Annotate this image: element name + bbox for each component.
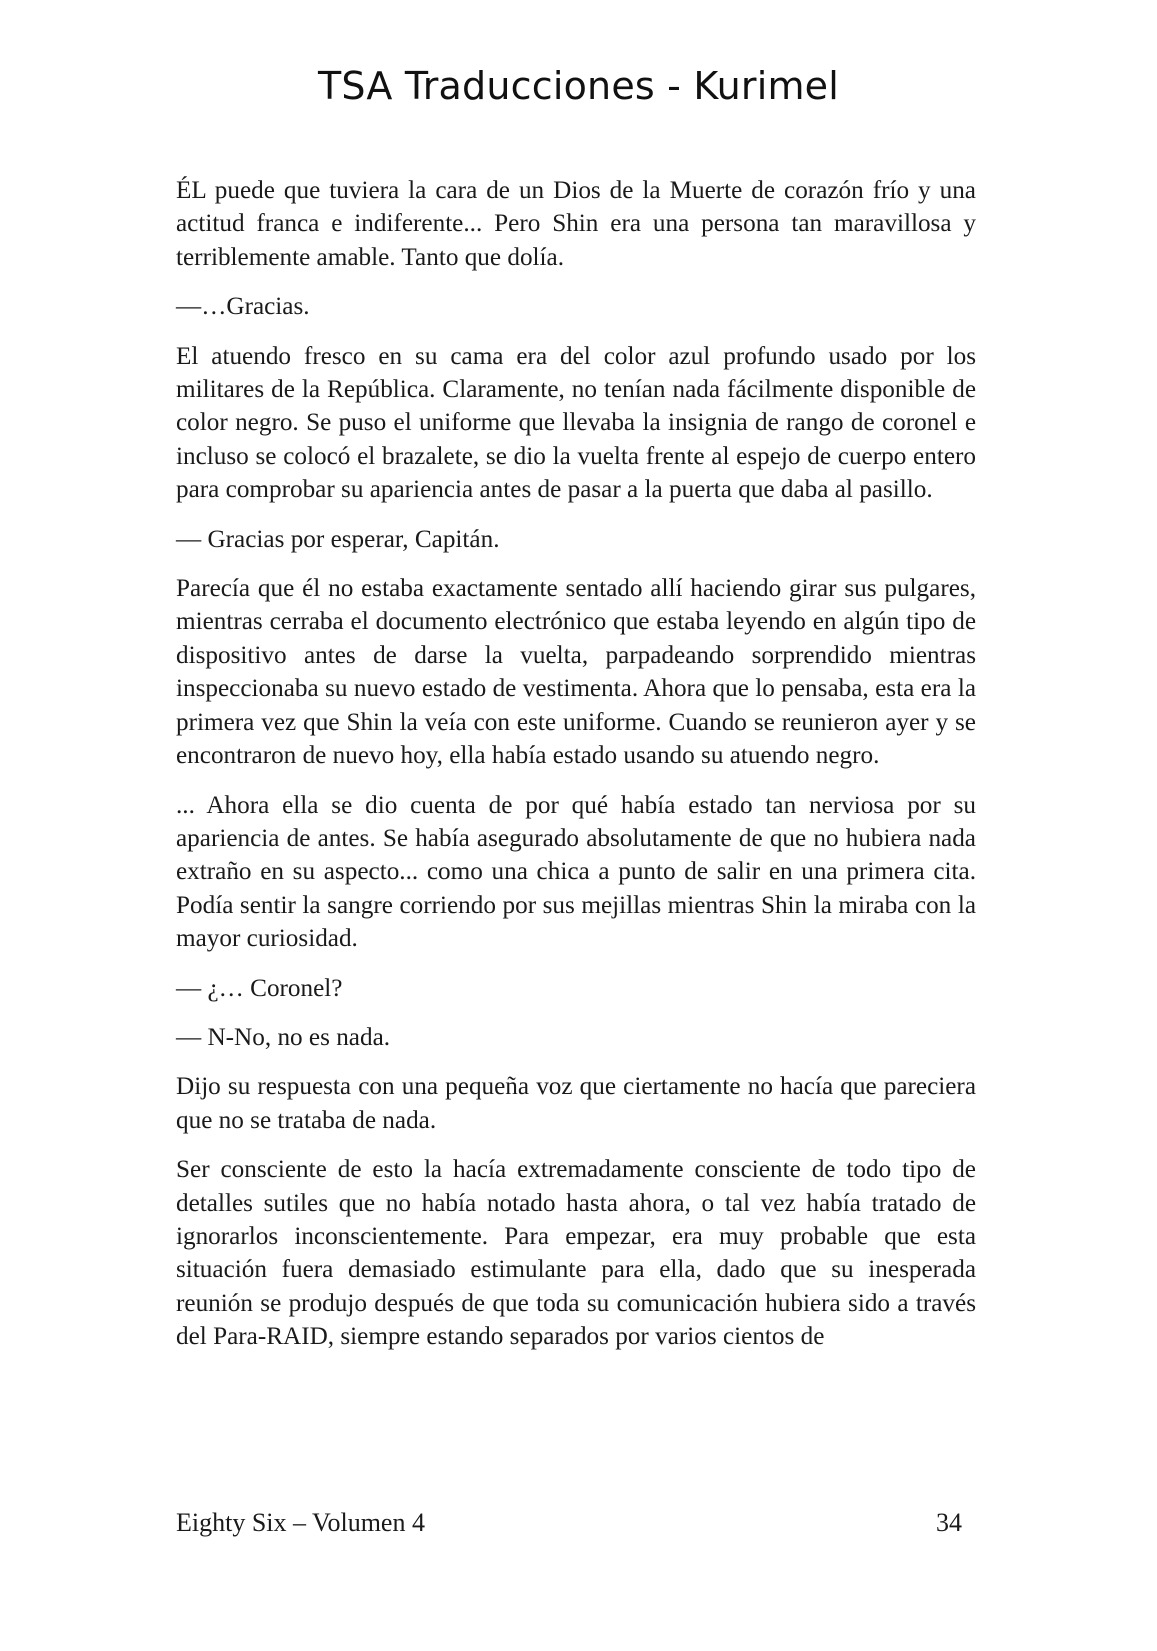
page-header-title: TSA Traducciones - Kurimel bbox=[317, 64, 840, 108]
footer-book-title: Eighty Six – Volumen 4 bbox=[176, 1508, 425, 1537]
paragraph: ÉL puede que tuviera la cara de un Dios de la Muerte de corazón frío y una actitud franca e indiferente... Pero Shin era una persona tan maravillosa y terriblemente amable. Tanto que dolía. bbox=[176, 177, 976, 271]
body-text bbox=[176, 174, 976, 1370]
paragraph: ... Ahora ella se dio cuenta de por qué había estado tan nerviosa por su apariencia de antes. Se había asegurado absolutamente de que no hubiera nada extraño en su aspecto... como una chica a punto de salir en una primera cita. Podía sentir la sangre corriendo por sus mejillas mientras Shin la miraba con la mayor curiosidad. bbox=[176, 791, 976, 953]
paragraph: — N-No, no es nada. bbox=[176, 1023, 391, 1051]
paragraph: —…Gracias. bbox=[176, 293, 310, 321]
paragraph: Parecía que él no estaba exactamente sentado allí haciendo girar sus pulgares, mientras cerraba el documento electrónico que estaba leyendo en algún tipo de dispositivo antes de darse la vuelta, parpadeando sorprendido mientras inspeccionaba su nuevo estado de vestimenta. Ahora que lo pensaba, esta era la primera vez que Shin la veía con este uniforme. Cuando se reunieron ayer y se encontraron de nuevo hoy, ella había estado usando su atuendo negro. bbox=[176, 575, 976, 770]
paragraph: Dijo su respuesta con una pequeña voz que ciertamente no hacía que pareciera que no se trataba de nada. bbox=[176, 1073, 976, 1134]
paragraph: — ¿… Coronel? bbox=[176, 974, 343, 1002]
paragraph: — Gracias por esperar, Capitán. bbox=[176, 525, 500, 553]
paragraph: Ser consciente de esto la hacía extremadamente consciente de todo tipo de detalles sutiles que no había notado hasta ahora, o tal vez había tratado de ignorarlos inconscientemente. Para empezar, era muy probable que esta situación fuera demasiado estimulante para ella, dado que su inesperada reunión se produjo después de que toda su comunicación hubiera sido a través del Para-RAID, siempre estando separados por varios cientos de bbox=[176, 1156, 976, 1351]
paragraph: El atuendo fresco en su cama era del color azul profundo usado por los militares de la República. Claramente, no tenían nada fácilmente disponible de color negro. Se puso el uniforme que llevaba la insignia de rango de coronel e incluso se colocó el brazalete, se dio la vuelta frente al espejo de cuerpo entero para comprobar su apariencia antes de pasar a la puerta que daba al pasillo. bbox=[176, 342, 976, 504]
footer-page-number: 34 bbox=[936, 1508, 962, 1537]
